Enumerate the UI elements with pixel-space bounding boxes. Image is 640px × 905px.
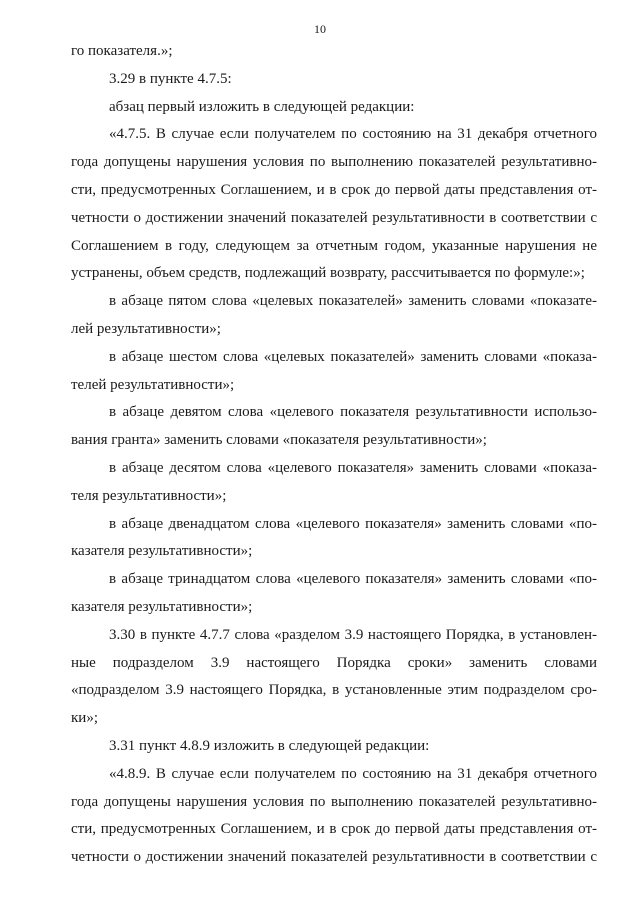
text-line: «4.7.5. В случае если получателем по состоянию на 31 декабря отчетного — [109, 126, 597, 143]
text-line: ные подразделом 3.9 настоящего Порядка сроки» заменить словами — [71, 654, 597, 671]
text-line: 3.29 в пункте 4.7.5: — [109, 70, 232, 87]
text-line: в абзаце девятом слова «целевого показателя результативности использо- — [109, 404, 597, 421]
text-line: лей результативности»; — [71, 320, 221, 337]
text-line: «4.8.9. В случае если получателем по состоянию на 31 декабря отчетного — [109, 765, 597, 782]
text-line: в абзаце тринадцатом слова «целевого показателя» заменить словами «по- — [109, 571, 597, 588]
text-line: казателя результативности»; — [71, 543, 253, 560]
text-line: го показателя.»; — [71, 43, 173, 59]
text-line: телей результативности»; — [71, 376, 235, 393]
text-line: 3.30 в пункте 4.7.7 слова «разделом 3.9 настоящего Порядка, в установлен- — [109, 626, 597, 643]
text-line: устранены, объем средств, подлежащий возврату, рассчитывается по формуле:»; — [71, 265, 585, 282]
document-body — [71, 38, 597, 872]
text-line: в абзаце десятом слова «целевого показателя» заменить словами «показа- — [109, 459, 597, 476]
text-line: в абзаце пятом слова «целевых показателей» заменить словами «показате- — [109, 293, 597, 310]
text-line: четности о достижении значений показателей результативности в соответствии с — [71, 849, 597, 866]
text-line: года допущены нарушения условия по выполнению показателей результативно- — [71, 154, 597, 171]
text-line: «подразделом 3.9 настоящего Порядка, в установленные этим подразделом сро- — [71, 682, 597, 699]
text-line: казателя результативности»; — [71, 598, 253, 615]
text-line: года допущены нарушения условия по выполнению показателей результативно- — [71, 793, 597, 810]
text-line: сти, предусмотренных Соглашением, и в срок до первой даты представления от- — [71, 181, 597, 198]
text-line: сти, предусмотренных Соглашением, и в срок до первой даты представления от- — [71, 821, 597, 838]
text-line: в абзаце шестом слова «целевых показателей» заменить словами «показа- — [109, 348, 597, 365]
text-line: четности о достижении значений показателей результативности в соответствии с — [71, 209, 597, 226]
text-line: Соглашением в году, следующем за отчетным годом, указанные нарушения не — [71, 237, 597, 254]
text-line: 3.31 пункт 4.8.9 изложить в следующей редакции: — [109, 737, 430, 754]
text-line: вания гранта» заменить словами «показателя результативности»; — [71, 432, 487, 449]
page-number: 10 — [314, 22, 326, 36]
text-line: в абзаце двенадцатом слова «целевого показателя» заменить словами «по- — [109, 515, 597, 532]
text-line: ки»; — [71, 710, 98, 727]
text-line: теля результативности»; — [71, 487, 227, 504]
text-line: абзац первый изложить в следующей редакции: — [109, 98, 415, 115]
